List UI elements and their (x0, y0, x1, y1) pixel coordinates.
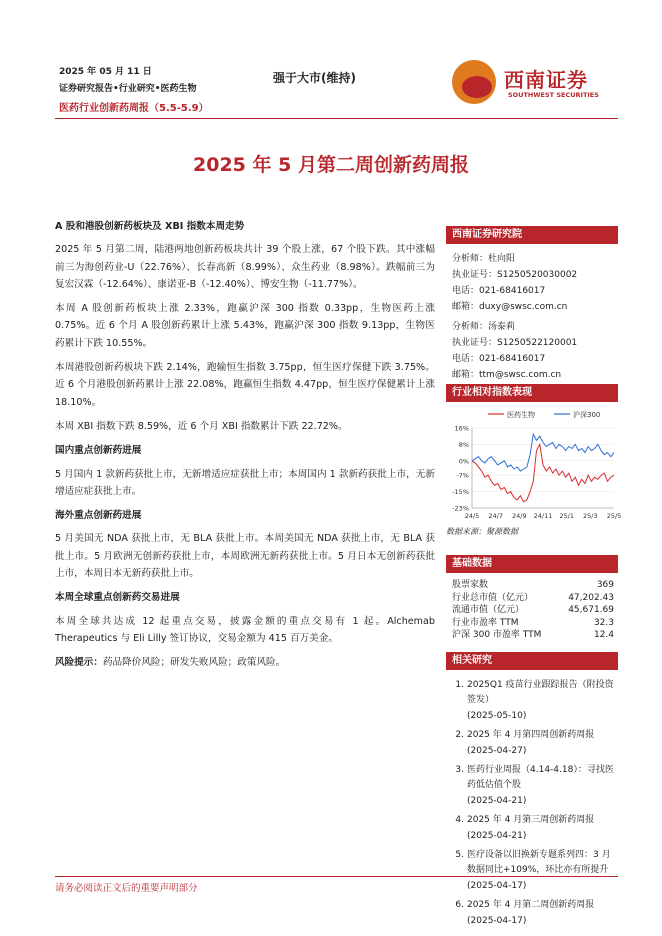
x-tick-label: 24/11 (533, 512, 553, 520)
paragraph-domestic: 5 月国内 1 款新药获批上市，无新增适应症获批上市；本周国内 1 款新药获批上市，无新增适应症获批上市。 (55, 468, 435, 497)
research-number: 6. (455, 900, 464, 911)
paragraph-xbi: 本周 XBI 指数下跌 8.59%，近 6 个月 XBI 指数累计下跌 22.72%。 (55, 420, 348, 432)
paragraph-overview: 2025 年 5 月第二周，陆港两地创新药板块共计 39 个股上涨，67 个股下跌。其中涨幅前三为海创药业-U（22.76%）、长春高新（8.99%）、众生药业（8.98%）。跌幅前三为复宏汉霖（-12.64%）、康诺亚-B（-12.40%）、博安生物（-11.77%）。 (55, 244, 435, 290)
stat-value: 369 (596, 580, 614, 590)
stats-section (446, 555, 618, 642)
research-text (467, 848, 618, 894)
research-title: 医疗设备以旧换新专题系列四：3 月数据同比+109%，环比亦有所提升 (467, 850, 611, 876)
research-text (467, 898, 618, 929)
research-number: 3. (455, 765, 464, 776)
stat-label: 行业市盈率 TTM (452, 617, 519, 628)
research-date: (2025-04-21) (467, 830, 527, 841)
stat-row (446, 592, 618, 605)
research-section (446, 652, 618, 933)
x-tick-label: 25/5 (606, 512, 622, 520)
logo-en-text: SOUTHWEST SECURITIES (508, 91, 599, 99)
research-header: 相关研究 (446, 652, 618, 670)
research-number: 1. (455, 680, 464, 690)
stat-row (446, 617, 618, 630)
footer-disclaimer: 请务必阅读正文后的重要声明部分 (55, 883, 198, 894)
legend-label: 医药生物 (507, 411, 535, 419)
report-category: 证券研究报告•行业研究•医药生物 (59, 84, 197, 94)
research-date: (2025-04-17) (467, 880, 527, 891)
research-title: 2025 年 4 月第三周创新药周报 (467, 815, 595, 826)
research-date: (2025-04-17) (467, 915, 527, 926)
industry-rating: 强于大市(维持) (273, 71, 356, 85)
research-text (467, 728, 618, 759)
header-divider (55, 118, 618, 119)
analyst-card (446, 319, 618, 383)
index-performance-chart (446, 404, 622, 526)
chart-source: 数据来源：聚源数据 (446, 527, 518, 536)
chart-section (446, 384, 622, 537)
research-number: 4. (455, 815, 464, 826)
analyst-email[interactable]: 邮箱：ttm@swsc.com.cn (452, 370, 562, 380)
research-title: 医药行业周报（4.14-4.18）：寻找医药低估值个股 (467, 765, 614, 791)
paragraph-hk: 本周港股创新药板块下跌 2.14%，跑输恒生指数 3.75pp，恒生医疗保健下跌 3.75%。近 6 个月港股创新药累计上涨 22.08%，跑赢恒生指数 4.47pp，恒生医疗保健累计上涨 18.10%。 (55, 362, 435, 408)
stat-value: 45,671.69 (568, 605, 614, 616)
section-heading-deals: 本周全球重点创新药交易进展 (55, 592, 180, 604)
research-date: (2025-04-21) (467, 795, 527, 806)
research-number: 2. (455, 730, 464, 741)
research-item[interactable] (446, 678, 618, 724)
report-title: 2025 年 5 月第二周创新药周报 (193, 154, 469, 176)
logo-cn-text: 西南证券 (504, 68, 588, 92)
stat-value: 47,202.43 (568, 592, 614, 603)
research-title: 2025 年 4 月第四周创新药周报 (467, 730, 595, 741)
x-tick-label: 24/5 (464, 512, 480, 520)
x-tick-label: 25/3 (583, 512, 598, 520)
y-tick-label: 0% (458, 457, 469, 466)
stat-row (446, 629, 618, 642)
analyst-card (446, 251, 618, 315)
analyst-phone: 电话：021-68416017 (452, 286, 546, 296)
y-tick-label: -7% (456, 471, 469, 480)
sidebar (446, 226, 618, 383)
analyst-email[interactable]: 邮箱：duxy@swsc.com.cn (452, 302, 568, 312)
company-logo (452, 58, 620, 110)
stats-header: 基础数据 (446, 555, 618, 573)
analyst-phone: 电话：021-68416017 (452, 354, 546, 364)
research-item[interactable] (446, 898, 618, 929)
stat-value: 12.4 (593, 630, 614, 641)
stat-label: 行业总市值（亿元） (452, 592, 534, 603)
section-heading-domestic: 国内重点创新药进展 (55, 445, 142, 457)
report-series: 医药行业创新药周报（5.5-5.9） (59, 103, 209, 114)
report-date: 2025 年 05 月 11 日 (59, 67, 152, 77)
stat-row (446, 604, 618, 617)
research-title: 2025Q1 疫苗行业跟踪报告（附投资签发） (467, 680, 614, 706)
analyst-name: 分析师：汤泰莉 (452, 322, 516, 332)
series-line (472, 444, 614, 501)
analyst-license: 执业证号：S1250522120001 (452, 338, 578, 348)
research-item[interactable] (446, 728, 618, 759)
research-text (467, 678, 618, 724)
research-text (467, 813, 618, 844)
paragraph-overseas: 5 月美国无 NDA 获批上市，无 BLA 获批上市。本周美国无 NDA 获批上市，无 BLA 获批上市。5 月欧洲无创新药获批上市，本周欧洲无新药获批上市。5 月日本无创新药获批上市，本周日本无新药获批上市。 (55, 533, 435, 580)
x-tick-label: 25/1 (559, 512, 574, 520)
risk-label: 风险提示： (55, 657, 103, 669)
logo-mark-icon (452, 60, 496, 104)
section-heading-overseas: 海外重点创新药进展 (55, 510, 142, 522)
y-tick-label: 16% (454, 424, 469, 433)
research-title: 2025 年 4 月第二周创新药周报 (467, 900, 595, 911)
stat-label: 股票家数 (452, 580, 489, 590)
institute-header: 西南证券研究院 (446, 226, 618, 244)
x-tick-label: 24/7 (488, 512, 503, 520)
research-date: (2025-05-10) (467, 710, 527, 721)
footer-divider (55, 876, 618, 877)
stat-value: 32.3 (593, 617, 614, 628)
research-item[interactable] (446, 763, 618, 809)
x-tick-label: 24/9 (512, 512, 527, 520)
risk-text: 药品降价风险；研发失败风险；政策风险。 (102, 657, 286, 669)
research-text (467, 763, 618, 809)
y-tick-label: 8% (458, 440, 469, 449)
y-tick-label: -23% (452, 504, 469, 513)
legend-label: 沪深300 (573, 411, 601, 419)
research-item[interactable] (446, 813, 618, 844)
paragraph-a-share: 本周 A 股创新药板块上涨 2.33%，跑赢沪深 300 指数 0.33pp，生物医药上涨 0.75%。近 6 个月 A 股创新药累计上涨 5.43%，跑赢沪深 300 指数 9.13pp，生物医药累计下跌 10.55%。 (55, 303, 435, 349)
stat-label: 流通市值（亿元） (452, 605, 525, 616)
stat-row (446, 579, 618, 592)
research-number: 5. (455, 850, 464, 861)
research-list (446, 678, 618, 929)
y-tick-label: -15% (452, 488, 469, 497)
risk-warning (55, 654, 435, 671)
chart-header: 行业相对指数表现 (446, 384, 618, 402)
stats-list (446, 579, 618, 642)
research-item[interactable] (446, 848, 618, 894)
paragraph-deals: 本周全球共达成 12 起重点交易，披露金额的重点交易有 1 起。Alchemab Therapeutics 与 Eli Lilly 签订协议，交易金额为 415 百万美金。 (55, 615, 435, 644)
research-date: (2025-04-27) (467, 745, 527, 756)
section-heading-trend: A 股和港股创新药板块及 XBI 指数本周走势 (55, 221, 245, 232)
stat-label: 沪深 300 市盈率 TTM (452, 630, 542, 641)
main-body (55, 218, 435, 679)
analyst-license: 执业证号：S1250520030002 (452, 270, 578, 280)
analyst-name: 分析师：杜向阳 (452, 254, 516, 264)
